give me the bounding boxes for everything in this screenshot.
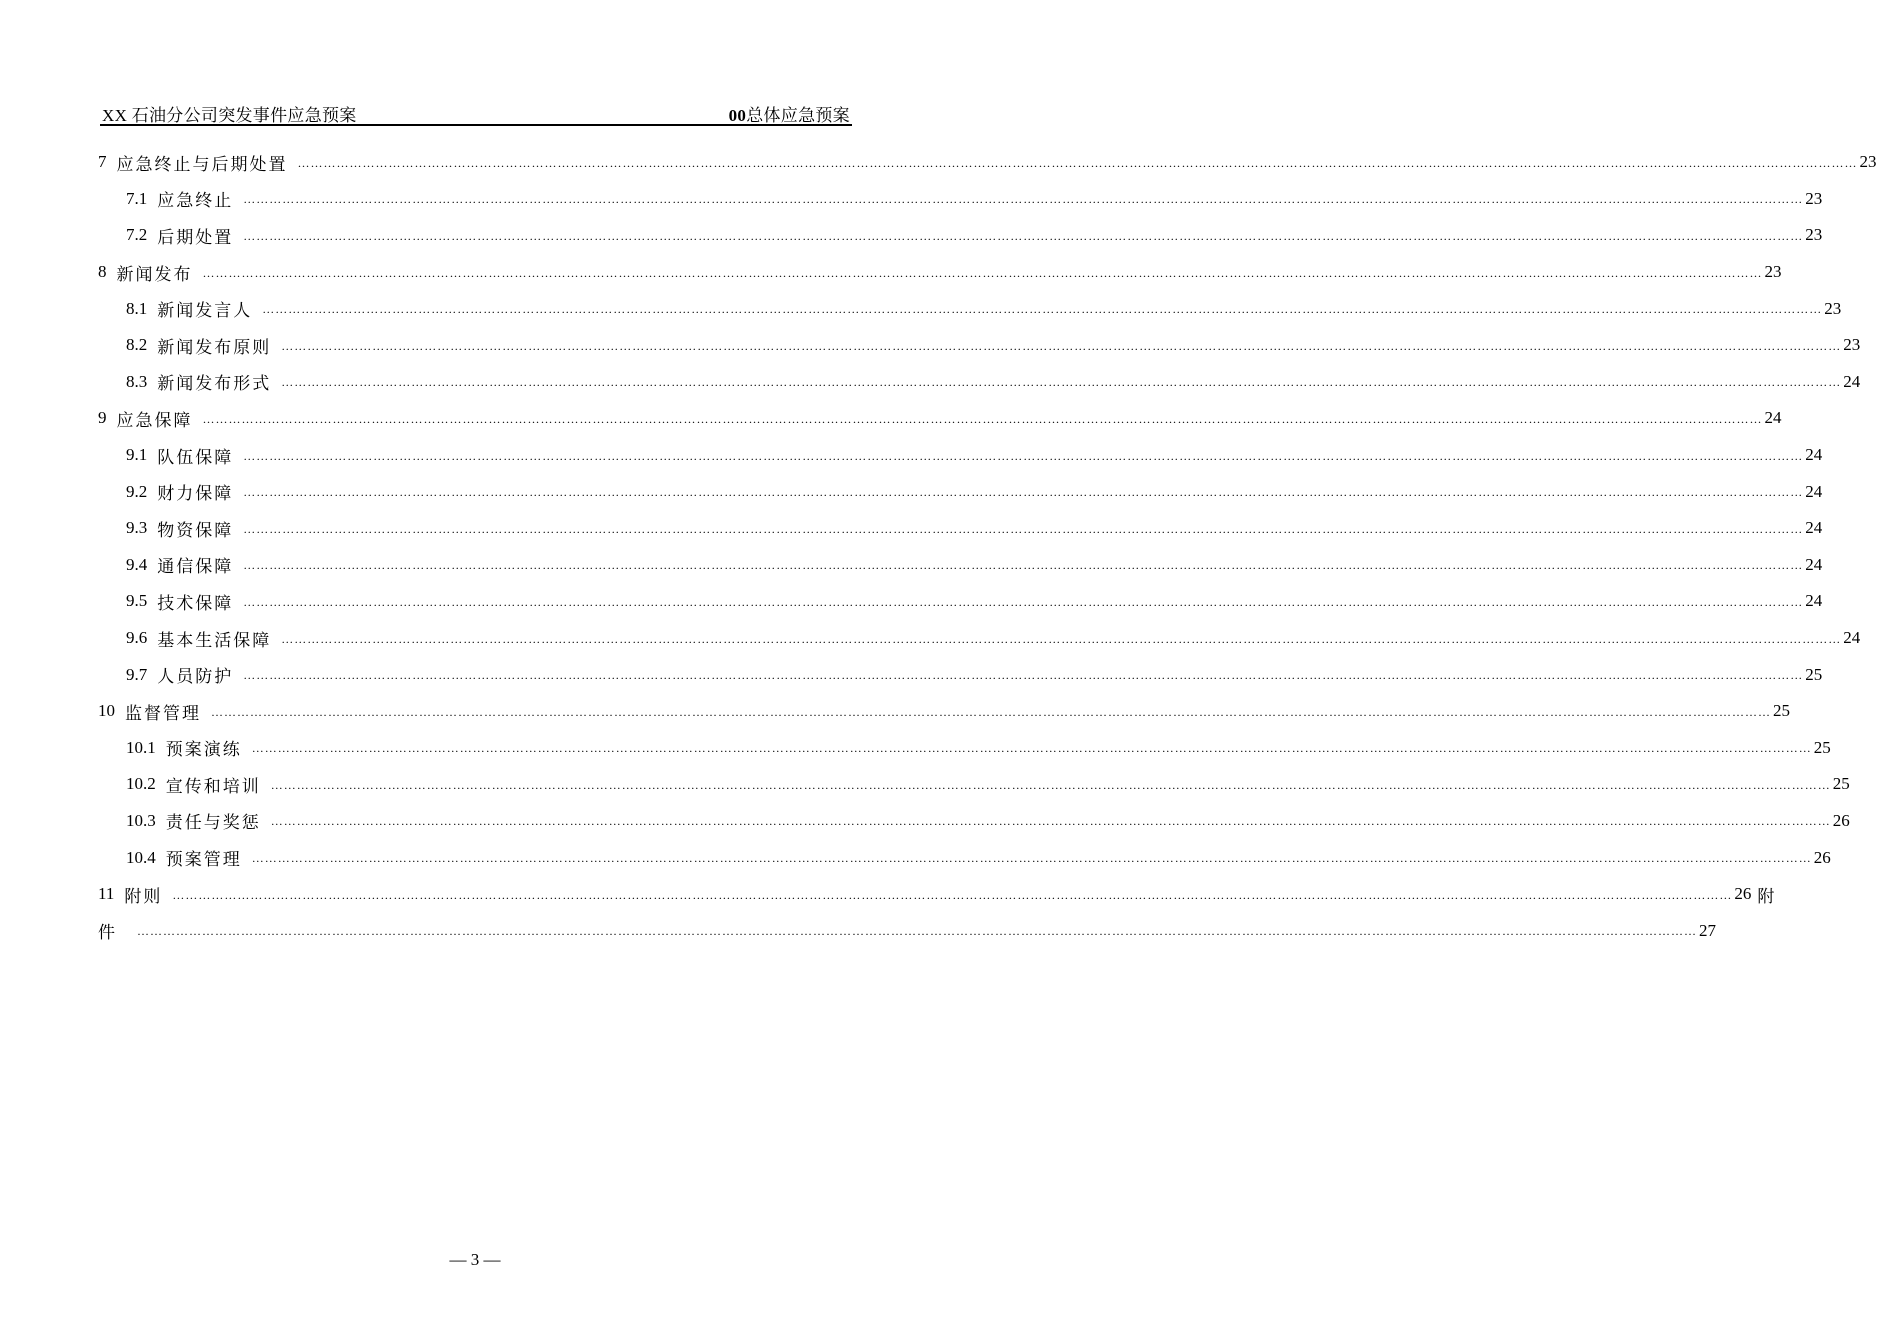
toc-entry-page: 24 bbox=[1805, 445, 1823, 465]
toc-entry[interactable] bbox=[98, 437, 1823, 474]
toc-entry-title: 应急保障 bbox=[116, 410, 193, 430]
toc-dot-leader: ……………………………………………………………………………………………………………………………………………………………………………………………………………………………………………………………………………………………………………………………… bbox=[262, 302, 1823, 317]
toc-entry-title: 宣传和培训 bbox=[165, 776, 261, 796]
toc-entry-page: 25 bbox=[1773, 701, 1790, 721]
toc-entry-page: 25 bbox=[1805, 664, 1823, 684]
toc-entry-title: 新闻发布形式 bbox=[157, 374, 272, 394]
toc-dot-leader: ……………………………………………………………………………………………………………………………………………………………………………………………………………………………………………………………………………………………………………………………… bbox=[211, 704, 1771, 719]
page-header bbox=[100, 98, 852, 126]
toc-entry[interactable] bbox=[98, 766, 1850, 803]
toc-entry-title: 财力保障 bbox=[157, 484, 234, 504]
toc-dot-leader: ……………………………………………………………………………………………………………………………………………………………………………………………………………………………………………………………………………………………………………………………… bbox=[281, 631, 1842, 646]
toc-entry[interactable] bbox=[98, 364, 1861, 401]
toc-entry-page: 24 bbox=[1764, 408, 1782, 428]
toc-dot-leader: ……………………………………………………………………………………………………………………………………………………………………………………………………………………………………………………………………………………………………………………………… bbox=[243, 668, 1804, 683]
toc-entry-page: 24 bbox=[1805, 591, 1823, 611]
toc-entry-number: 10 bbox=[98, 701, 115, 721]
toc-entry-number: 10.4 bbox=[126, 847, 156, 867]
toc-entry[interactable] bbox=[98, 290, 1842, 327]
toc-entry[interactable] bbox=[98, 620, 1861, 657]
toc-entry-number: 8 bbox=[98, 262, 107, 282]
toc-dot-leader: ……………………………………………………………………………………………………………………………………………………………………………………………………………………………………………………………………………………………………………………………… bbox=[281, 375, 1842, 390]
toc-entry-page: 24 bbox=[1805, 481, 1823, 501]
toc-dot-leader: ……………………………………………………………………………………………………………………………………………………………………………………………………………………………………………………………………………………………………………………………… bbox=[243, 448, 1804, 463]
toc-entry-title: 物资保障 bbox=[157, 520, 234, 540]
toc-entry-number: 8.2 bbox=[126, 335, 148, 355]
toc-dot-leader: ……………………………………………………………………………………………………………………………………………………………………………………………………………………………………………………………………………………………………………………………… bbox=[270, 777, 1831, 792]
toc-entry-title: 队伍保障 bbox=[157, 447, 234, 467]
toc-entry-number: 9.3 bbox=[126, 518, 148, 538]
toc-entry-page: 23 bbox=[1805, 225, 1823, 245]
toc-entry-number: 9 bbox=[98, 408, 107, 428]
toc-entry[interactable] bbox=[98, 912, 1716, 949]
toc-entry[interactable] bbox=[98, 510, 1823, 547]
toc-entry-title: 应急终止与后期处置 bbox=[116, 154, 288, 174]
toc-entry[interactable] bbox=[98, 217, 1823, 254]
toc-entry-title: 基本生活保障 bbox=[157, 630, 272, 650]
toc-entry-number: 9.1 bbox=[126, 445, 148, 465]
toc-entry[interactable] bbox=[98, 803, 1850, 840]
toc-entry-number: 7.2 bbox=[126, 225, 148, 245]
toc-entry-page: 24 bbox=[1843, 628, 1861, 648]
toc-entry-page: 26 bbox=[1734, 884, 1752, 904]
toc-dot-leader: ……………………………………………………………………………………………………………………………………………………………………………………………………………………………………………………………………………………………………………………………… bbox=[202, 265, 1763, 280]
toc-dot-leader: ……………………………………………………………………………………………………………………………………………………………………………………………………………………………………………………………………………………………………………………………… bbox=[297, 155, 1858, 170]
toc-entry-title: 新闻发言人 bbox=[157, 301, 253, 321]
toc-entry-number: 10.1 bbox=[126, 737, 156, 757]
toc-entry[interactable] bbox=[98, 693, 1790, 730]
toc-entry-title: 后期处置 bbox=[157, 227, 234, 247]
toc-entry-number: 9.2 bbox=[126, 481, 148, 501]
toc-entry[interactable] bbox=[98, 583, 1823, 620]
toc-dot-leader: ……………………………………………………………………………………………………………………………………………………………………………………………………………………………………………………………………………………………………………………………… bbox=[243, 594, 1804, 609]
toc-entry-title: 人员防护 bbox=[157, 667, 234, 687]
toc-entry-page: 24 bbox=[1805, 554, 1823, 574]
toc-entry-title: 预案管理 bbox=[165, 850, 242, 870]
toc-entry-title: 监督管理 bbox=[125, 703, 201, 723]
toc-entry-number: 8.3 bbox=[126, 371, 148, 391]
toc-entry[interactable] bbox=[98, 730, 1831, 767]
toc-entry-title: 件 bbox=[98, 923, 115, 943]
toc-entry-title: 附则 bbox=[124, 886, 163, 906]
toc-entry-overflow-text: 附 bbox=[1757, 886, 1775, 906]
toc-entry-page: 24 bbox=[1843, 371, 1861, 391]
toc-entry-title: 应急终止 bbox=[157, 191, 234, 211]
toc-dot-leader: ……………………………………………………………………………………………………………………………………………………………………………………………………………………………………………………………………………………………………………………………… bbox=[243, 228, 1804, 243]
toc-entry-number: 9.7 bbox=[126, 664, 148, 684]
toc-entry[interactable] bbox=[98, 656, 1823, 693]
header-document-title: XX 石油分公司突发事件应急预案 bbox=[102, 106, 357, 125]
toc-entry-page: 24 bbox=[1805, 518, 1823, 538]
toc-entry-number: 10.3 bbox=[126, 810, 156, 830]
page-number: — 3 — bbox=[449, 1250, 501, 1269]
toc-entry-page: 23 bbox=[1805, 188, 1823, 208]
toc-entry-number: 9.5 bbox=[126, 591, 148, 611]
toc-entry-title: 新闻发布原则 bbox=[157, 337, 272, 357]
toc-entry[interactable] bbox=[98, 144, 1877, 181]
toc-entry-page: 25 bbox=[1813, 737, 1831, 757]
toc-entry-number: 7.1 bbox=[126, 188, 148, 208]
toc-dot-leader: ……………………………………………………………………………………………………………………………………………………………………………………………………………………………………………………………………………………………………………………………… bbox=[281, 338, 1842, 353]
toc-entry-number: 9.4 bbox=[126, 554, 148, 574]
toc-entry-title: 责任与奖惩 bbox=[165, 813, 261, 833]
header-plan-name bbox=[729, 101, 850, 126]
toc-entry[interactable] bbox=[98, 839, 1831, 876]
toc-entry[interactable] bbox=[98, 327, 1861, 364]
toc-entry-page: 25 bbox=[1832, 774, 1850, 794]
toc-dot-leader: ……………………………………………………………………………………………………………………………………………………………………………………………………………………………………………………………………………………………………………………………… bbox=[243, 558, 1804, 573]
toc-entry-page: 23 bbox=[1824, 298, 1842, 318]
toc-dot-leader: ……………………………………………………………………………………………………………………………………………………………………………………………………………………………………………………………………………………………………………………………… bbox=[243, 485, 1804, 500]
toc-dot-leader: ……………………………………………………………………………………………………………………………………………………………………………………………………………………………………………………………………………………………………………………………… bbox=[251, 741, 1812, 756]
toc-entry-number: 9.6 bbox=[126, 628, 148, 648]
toc-dot-leader: ……………………………………………………………………………………………………………………………………………………………………………………………………………………………………………………………………………………………………………………………… bbox=[243, 192, 1804, 207]
toc-entry-title: 通信保障 bbox=[157, 557, 234, 577]
toc-entry-number: 10.2 bbox=[126, 774, 156, 794]
toc-dot-leader: ……………………………………………………………………………………………………………………………………………………………………………………………………………………………………………………………………………………………………………………………… bbox=[172, 887, 1733, 902]
toc-entry-page: 23 bbox=[1764, 262, 1782, 282]
toc-entry-page: 23 bbox=[1859, 152, 1877, 172]
toc-entry-title: 新闻发布 bbox=[116, 264, 193, 284]
toc-entry[interactable] bbox=[98, 876, 1775, 913]
header-plan-number: 00 bbox=[728, 106, 747, 125]
toc-entry-number: 7 bbox=[98, 152, 107, 172]
toc-entry-title: 预案演练 bbox=[165, 740, 242, 760]
toc-entry[interactable] bbox=[98, 400, 1782, 437]
toc-entry[interactable] bbox=[98, 181, 1823, 218]
toc-dot-leader: ……………………………………………………………………………………………………………………………………………………………………………………………………………………………………………………………………………………………………………………………… bbox=[243, 521, 1804, 536]
toc-entry-number: 11 bbox=[98, 884, 115, 904]
toc-dot-leader: ……………………………………………………………………………………………………………………………………………………………………………………………………………………………………………………………………………………………………………………………… bbox=[137, 924, 1697, 939]
toc-entry-title: 技术保障 bbox=[157, 593, 234, 613]
toc-entry-page: 23 bbox=[1843, 335, 1861, 355]
toc-entry-number: 8.1 bbox=[126, 298, 148, 318]
toc-dot-leader: ……………………………………………………………………………………………………………………………………………………………………………………………………………………………………………………………………………………………………………………………… bbox=[251, 851, 1812, 866]
toc-entry-page: 26 bbox=[1813, 847, 1831, 867]
toc-entry[interactable] bbox=[98, 254, 1782, 291]
table-of-contents bbox=[98, 144, 1877, 949]
header-plan-label: 总体应急预案 bbox=[746, 106, 850, 125]
toc-dot-leader: ……………………………………………………………………………………………………………………………………………………………………………………………………………………………………………………………………………………………………………………………… bbox=[202, 411, 1763, 426]
toc-dot-leader: ……………………………………………………………………………………………………………………………………………………………………………………………………………………………………………………………………………………………………………………………… bbox=[270, 814, 1831, 829]
toc-entry[interactable] bbox=[98, 547, 1823, 584]
toc-entry-page: 26 bbox=[1832, 810, 1850, 830]
toc-entry-page: 27 bbox=[1699, 920, 1716, 940]
toc-entry[interactable] bbox=[98, 473, 1823, 510]
